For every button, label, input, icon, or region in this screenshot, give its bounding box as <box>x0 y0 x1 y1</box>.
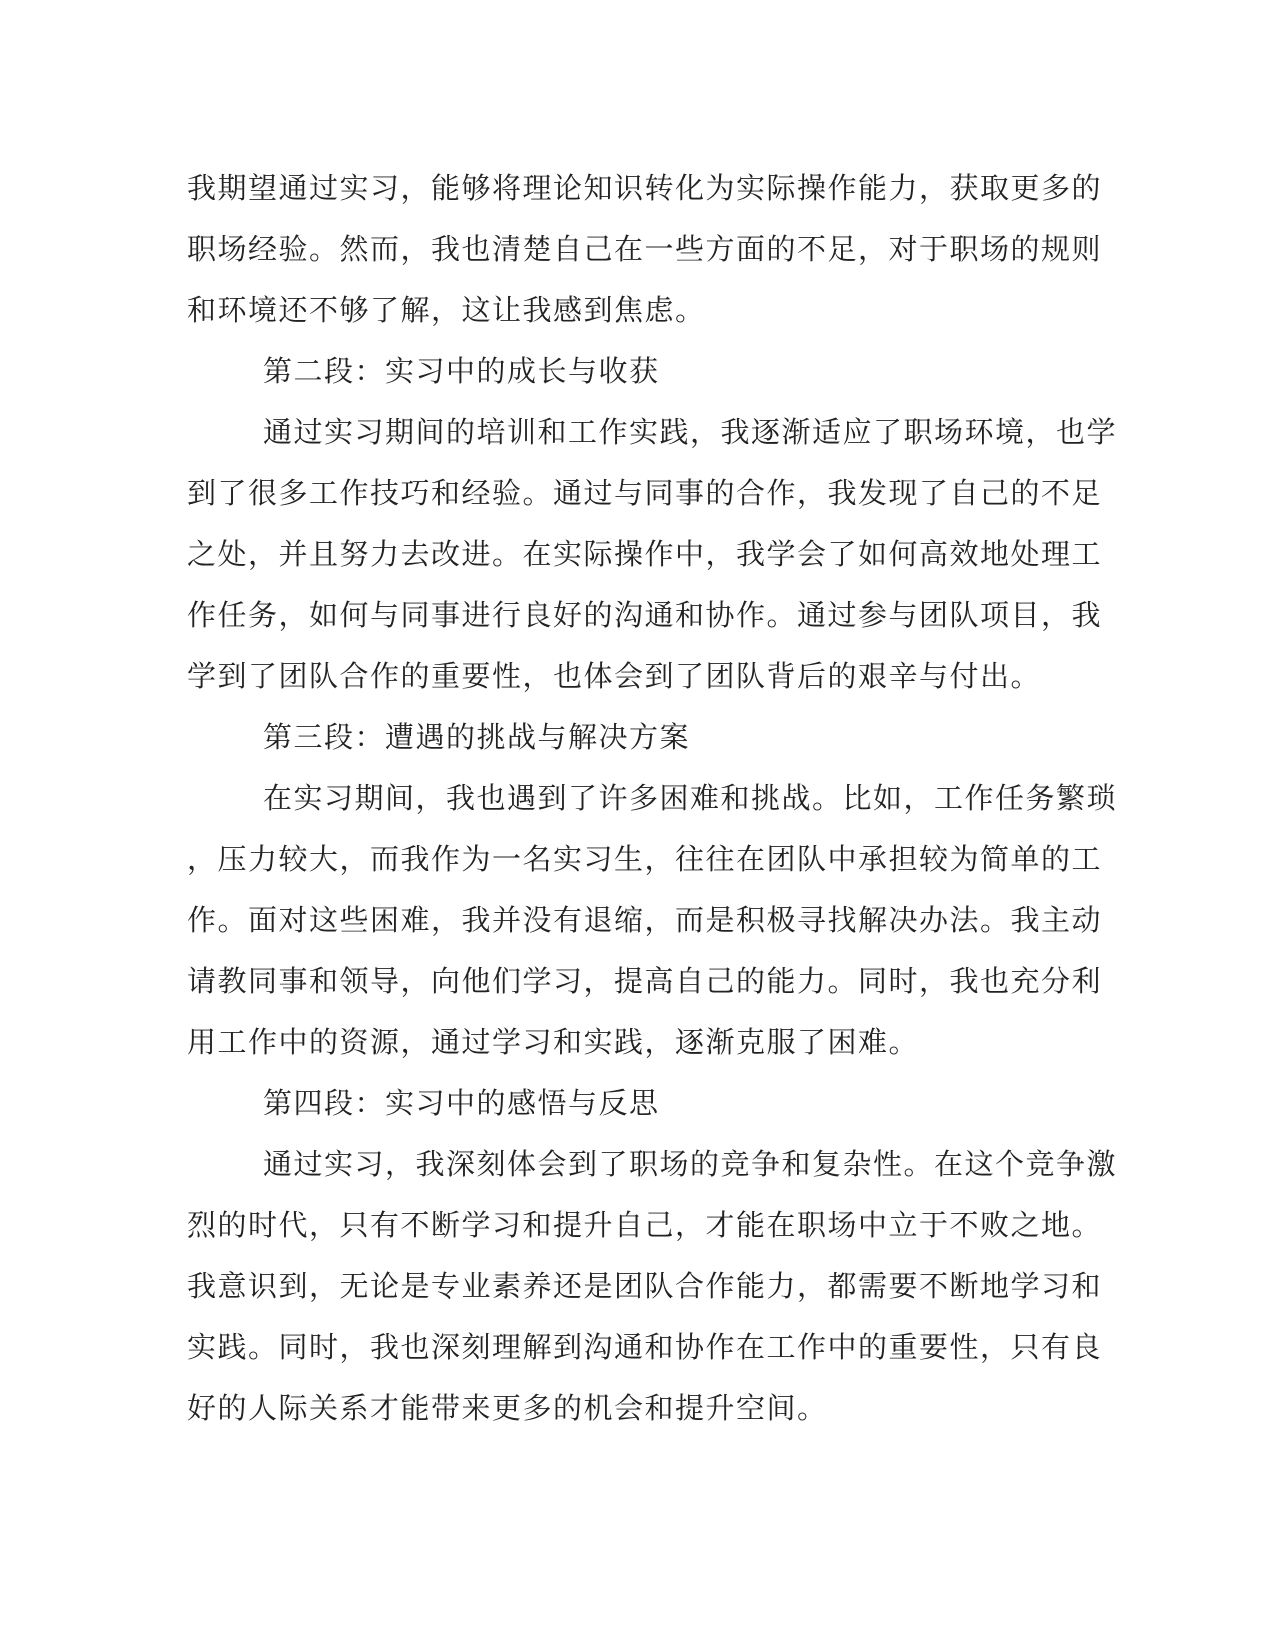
paragraph-line: 之处，并且努力去改进。在实际操作中，我学会了如何高效地处理工 <box>187 537 1103 571</box>
paragraph-line: 作。面对这些困难，我并没有退缩，而是积极寻找解决办法。我主动 <box>187 903 1103 937</box>
paragraph-line: 作任务，如何与同事进行良好的沟通和协作。通过参与团队项目，我 <box>187 598 1103 632</box>
body-text <box>187 158 1118 1439</box>
paragraph-line: 在实习期间，我也遇到了许多困难和挑战。比如，工作任务繁琐 <box>263 781 1118 815</box>
paragraph-line: 用工作中的资源，通过学习和实践，逐渐克服了困难。 <box>187 1025 920 1059</box>
paragraph-line: 我期望通过实习，能够将理论知识转化为实际操作能力，获取更多的 <box>187 171 1103 205</box>
paragraph-line: 好的人际关系才能带来更多的机会和提升空间。 <box>187 1391 828 1425</box>
paragraph-line: 到了很多工作技巧和经验。通过与同事的合作，我发现了自己的不足 <box>187 476 1103 510</box>
paragraph-line: 职场经验。然而，我也清楚自己在一些方面的不足，对于职场的规则 <box>187 232 1103 266</box>
section-heading-2: 第二段：实习中的成长与收获 <box>263 354 660 388</box>
paragraph-line: 通过实习期间的培训和工作实践，我逐渐适应了职场环境，也学 <box>263 415 1118 449</box>
paragraph-line: 请教同事和领导，向他们学习，提高自己的能力。同时，我也充分利 <box>187 964 1103 998</box>
paragraph-line: 实践。同时，我也深刻理解到沟通和协作在工作中的重要性，只有良 <box>187 1330 1103 1364</box>
section-heading-3: 第三段：遭遇的挑战与解决方案 <box>263 720 691 754</box>
paragraph-line: 我意识到，无论是专业素养还是团队合作能力，都需要不断地学习和 <box>187 1269 1103 1303</box>
paragraph-line: ，压力较大，而我作为一名实习生，往往在团队中承担较为简单的工 <box>187 842 1103 876</box>
paragraph-line: 学到了团队合作的重要性，也体会到了团队背后的艰辛与付出。 <box>187 659 1042 693</box>
paragraph-line: 通过实习，我深刻体会到了职场的竞争和复杂性。在这个竞争激 <box>263 1147 1118 1181</box>
paragraph-line: 烈的时代，只有不断学习和提升自己，才能在职场中立于不败之地。 <box>187 1208 1103 1242</box>
section-heading-4: 第四段：实习中的感悟与反思 <box>263 1086 660 1120</box>
paragraph-line: 和环境还不够了解，这让我感到焦虑。 <box>187 293 706 327</box>
